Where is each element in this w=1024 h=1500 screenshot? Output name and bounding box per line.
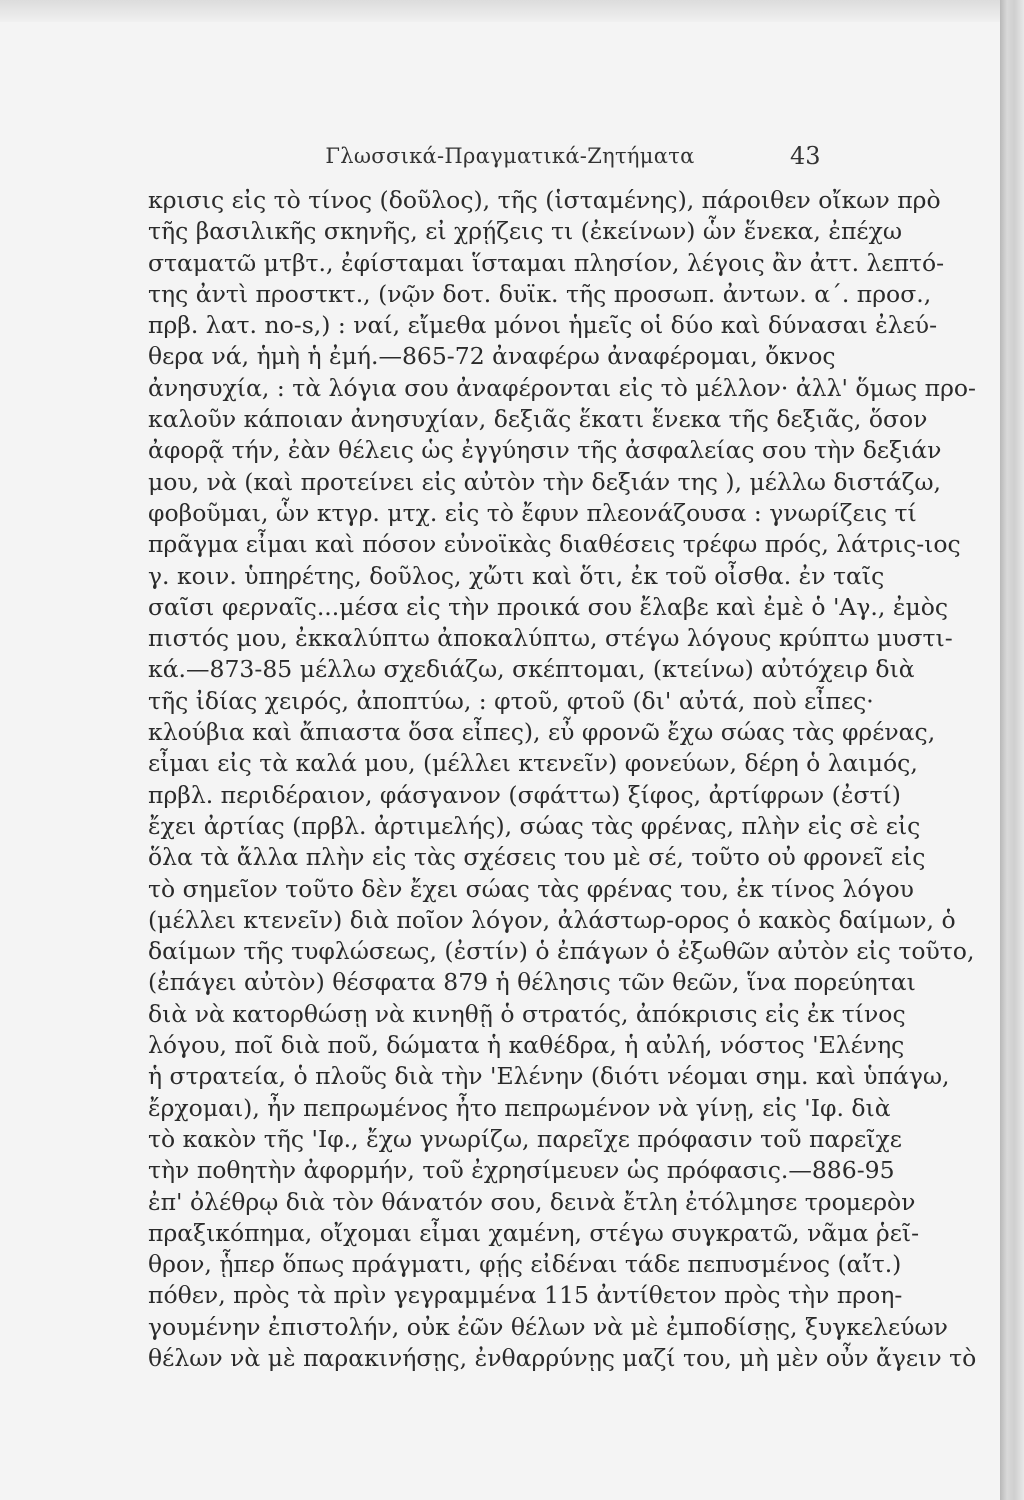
text-line: της ἀντὶ προστκτ., (νῷν δοτ. δυϊκ. τῆς προσωπ. ἀντων. α΄. προσ.,: [148, 279, 932, 308]
text-line: (μέλλει κτενεῖν) διὰ ποῖον λόγον, ἀλάστωρ-ορος ὁ κακὸς δαίμων, ὁ: [148, 905, 956, 934]
text-line: πιστός μου, ἐκκαλύπτω ἀποκαλύπτω, στέγω λόγους κρύπτω μυστι-: [148, 624, 953, 653]
text-line: πόθεν, πρὸς τὰ πρὶν γεγραμμένα 115 ἀντίθετον πρὸς τὴν προη-: [148, 1281, 903, 1310]
text-line: γ. κοιν. ὑπηρέτης, δοῦλος, χὤτι καὶ ὅτι, ἐκ τοῦ οἶσθα. ἐν ταῖς: [148, 561, 885, 590]
text-line: ἔχει ἀρτίας (πρβλ. ἀρτιμελής), σώας τὰς φρένας, πλὴν εἰς σὲ εἰς: [148, 811, 921, 840]
page-top-edge: [0, 0, 1000, 22]
text-line: θέλων νὰ μὲ παρακινήσῃς, ἐνθαρρύνῃς μαζί του, μὴ μὲν οὖν ἄγειν τὸ: [148, 1343, 977, 1372]
text-line: τὸ κακὸν τῆς 'Ιφ., ἔχω γνωρίζω, παρεῖχε πρόφασιν τοῦ παρεῖχε: [148, 1124, 902, 1153]
commentary-text: [148, 185, 977, 1374]
text-line: (ἐπάγει αὐτὸν) θέσφατα 879 ἡ θέλησις τῶν θεῶν, ἵνα πορεύηται: [148, 968, 916, 997]
text-line: πρᾶγμα εἶμαι καὶ πόσον εὐνοϊκὰς διαθέσεις τρέφω πρός, λάτρις-ιος: [148, 530, 961, 559]
text-line: πρβ. λατ. no-s,) : ναί, εἴμεθα μόνοι ἡμεῖς οἱ δύο καὶ δύνασαι ἐλεύ-: [148, 311, 938, 340]
text-line: ὅλα τὰ ἄλλα πλὴν εἰς τὰς σχέσεις του μὲ σέ, τοῦτο οὐ φρονεῖ εἰς: [148, 843, 926, 872]
text-line: γουμένην ἐπιστολήν, οὐκ ἐῶν θέλων νὰ μὲ ἐμποδίσῃς, ξυγκελεύων: [148, 1312, 948, 1341]
running-title: Γλωσσικά-Πραγματικά-Ζητήματα: [325, 144, 695, 168]
text-line: κρισις εἰς τὸ τίνος (δοῦλος), τῆς (ἱσταμένης), πάροιθεν οἴκων πρὸ: [148, 186, 941, 214]
text-line: δαίμων τῆς τυφλώσεως, (ἐστίν) ὁ ἐπάγων ὁ ἐξωθῶν αὐτὸν εἰς τοῦτο,: [148, 937, 975, 966]
text-line: καλοῦν κάποιαν ἀνησυχίαν, δεξιᾶς ἕκατι ἕνεκα τῆς δεξιᾶς, ὅσον: [148, 405, 928, 434]
page-binding-edge: [1000, 0, 1024, 1500]
text-line: πρβλ. περιδέραιον, φάσγανον (σφάττω) ξίφος, ἀρτίφρων (ἐστί): [148, 780, 901, 809]
text-line: ἔρχομαι), ἦν πεπρωμένος ἦτο πεπρωμένον νὰ γίνῃ, εἰς 'Ιφ. διὰ: [148, 1093, 891, 1122]
text-line: ἐπ' ὀλέθρῳ διὰ τὸν θάνατόν σου, δεινὰ ἔτλη ἐτόλμησε τρομερὸν: [148, 1187, 916, 1216]
text-line: διὰ νὰ κατορθώσῃ νὰ κινηθῇ ὁ στρατός, ἀπόκρισις εἰς ἐκ τίνος: [148, 999, 906, 1028]
text-line: τῆς βασιλικῆς σκηνῆς, εἰ χρῄζεις τι (ἐκείνων) ὧν ἕνεκα, ἐπέχω: [148, 217, 902, 246]
text-line: τῆς ἰδίας χειρός, ἀποπτύω, : φτοῦ, φτοῦ (δι' αὐτά, ποὺ εἶπες·: [148, 686, 874, 715]
text-line: ἡ στρατεία, ὁ πλοῦς διὰ τὴν 'Ελένην (διότι νέομαι σημ. καὶ ὑπάγω,: [148, 1062, 950, 1091]
text-line: σαῖσι φερναῖς...μέσα εἰς τὴν προικά σου ἔλαβε καὶ ἐμὲ ὁ 'Αγ., ἐμὸς: [148, 592, 949, 621]
text-line: φοβοῦμαι, ὧν κτγρ. μτχ. εἰς τὸ ἔφυν πλεονάζουσα : γνωρίζεις τί: [148, 498, 917, 527]
text-line: θερα νά, ἡμὴ ἡ ἐμή.—865-72 ἀναφέρω ἀναφέρομαι, ὄκνος: [148, 342, 836, 371]
text-line: σταματῶ μτβτ., ἐφίσταμαι ἵσταμαι πλησίον, λέγοις ἂν ἀττ. λεπτό-: [148, 248, 945, 277]
text-line: τὴν ποθητὴν ἀφορμήν, τοῦ ἐχρησίμευεν ὡς πρόφασις.—886-95: [148, 1156, 895, 1185]
text-line: εἶμαι εἰς τὰ καλά μου, (μέλλει κτενεῖν) φονεύων, δέρη ὁ λαιμός,: [148, 749, 918, 778]
text-line: μου, νὰ (καὶ προτείνει εἰς αὐτὸν τὴν δεξιάν της ), μέλλω διστάζω,: [148, 467, 941, 496]
text-line: κά.—873-85 μέλλω σχεδιάζω, σκέπτομαι, (κτείνω) αὐτόχειρ διὰ: [148, 655, 915, 684]
text-line: ἀφορᾷ τήν, ἐὰν θέλεις ὡς ἐγγύησιν τῆς ἀσφαλείας σου τὴν δεξιάν: [148, 436, 942, 465]
text-line: ἀνησυχία, : τὰ λόγια σου ἀναφέρονται εἰς τὸ μέλλον· ἀλλ' ὅμως προ-: [148, 373, 976, 402]
text-line: πραξικόπημα, οἴχομαι εἶμαι χαμένη, στέγω συγκρατῶ, νᾶμα ῥεῖ-: [148, 1218, 920, 1247]
text-line: θρον, ᾗπερ ὅπως πράγματι, φῄς εἰδέναι τάδε πεπυσμένος (αἴτ.): [148, 1250, 902, 1279]
text-line: κλούβια καὶ ἄπιαστα ὅσα εἶπες), εὖ φρονῶ ἔχω σώας τὰς φρένας,: [148, 718, 936, 747]
page-number: 43: [790, 142, 821, 170]
text-line: λόγου, ποῖ διὰ ποῦ, δώματα ἡ καθέδρα, ἡ αὐλή, νόστος 'Ελένης: [148, 1031, 905, 1060]
text-line: τὸ σημεῖον τοῦτο δὲν ἔχει σώας τὰς φρένας του, ἐκ τίνος λόγου: [148, 874, 914, 903]
